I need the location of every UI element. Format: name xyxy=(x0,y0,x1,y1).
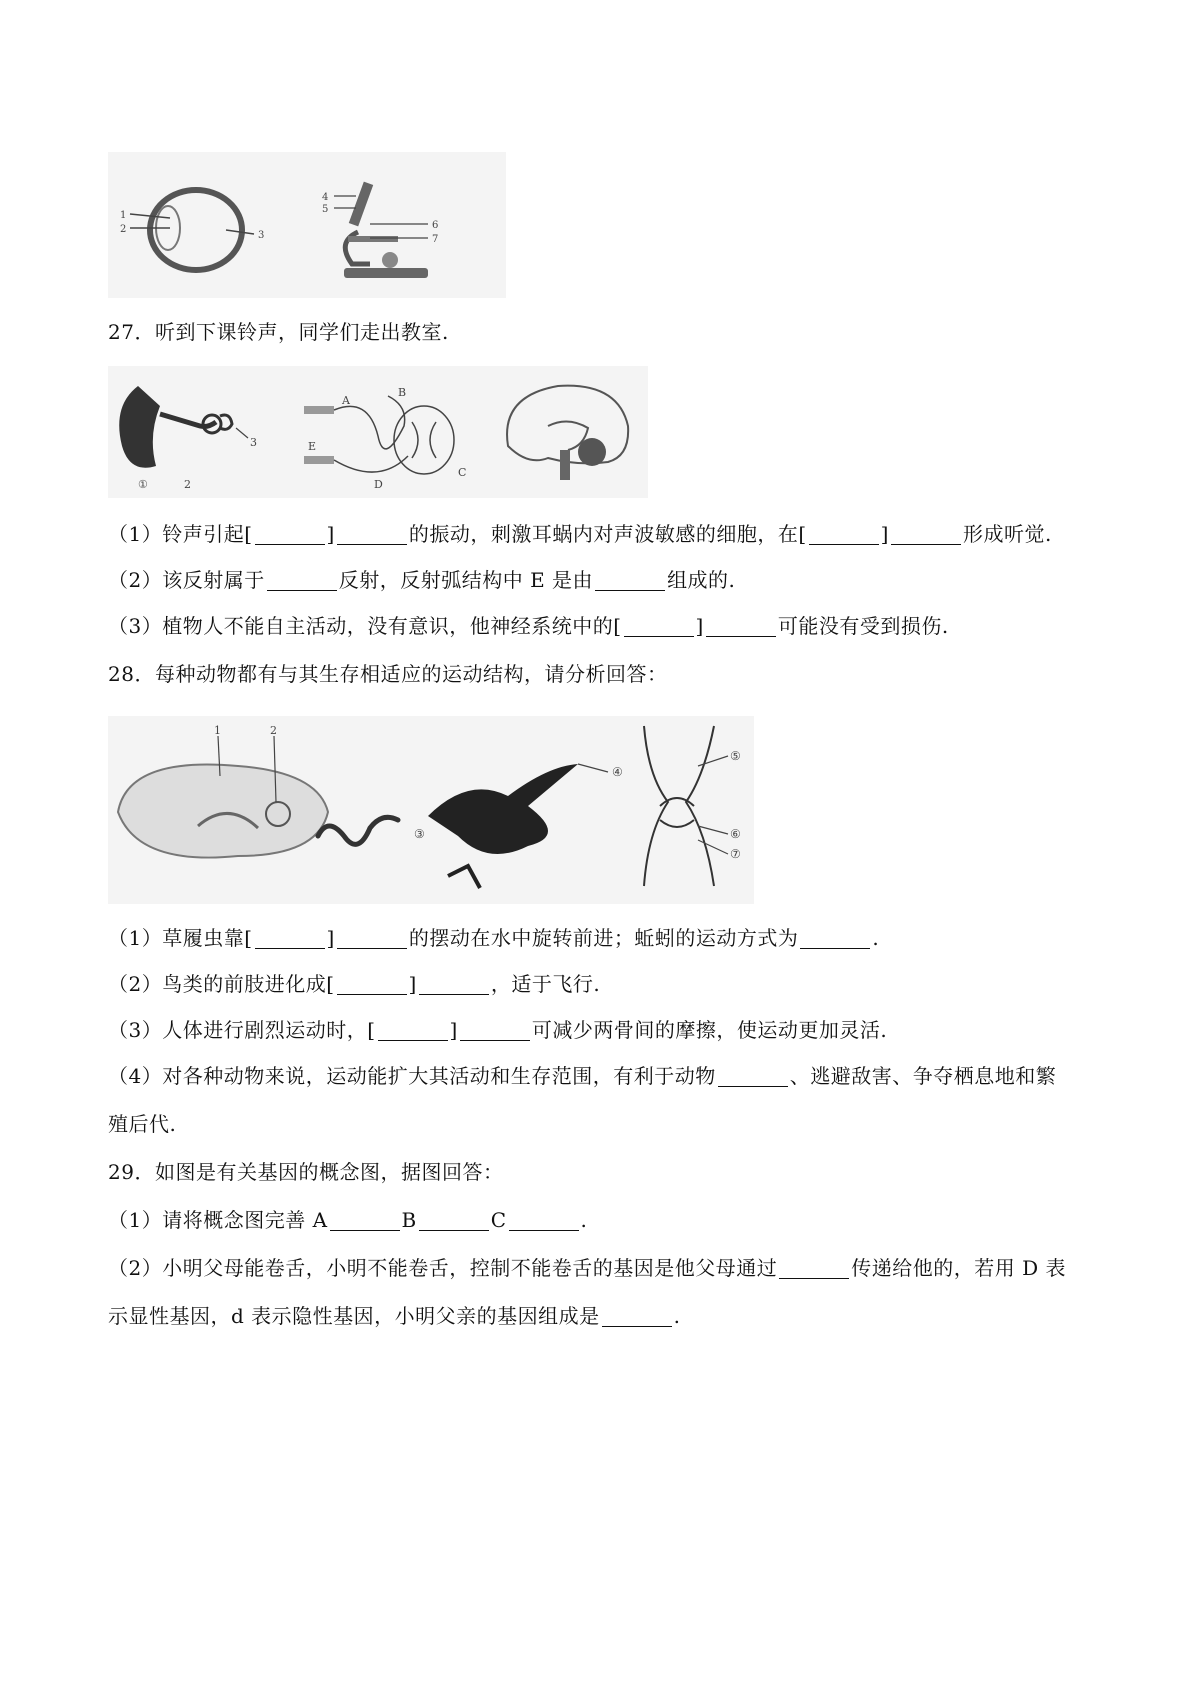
answer-blank[interactable] xyxy=(800,928,870,949)
scope-label-5: 5 xyxy=(322,204,329,215)
scope-label-6: 6 xyxy=(432,220,439,231)
arc-label-D: D xyxy=(374,478,383,491)
q29-sub2-line2: 示显性基因，d 表示隐性基因，小明父亲的基因组成是 . xyxy=(108,1304,681,1328)
answer-blank[interactable] xyxy=(706,616,776,637)
answer-blank[interactable] xyxy=(779,1258,849,1279)
answer-blank[interactable] xyxy=(460,1020,530,1041)
answer-blank[interactable] xyxy=(255,928,325,949)
ear-label-2: 2 xyxy=(184,478,191,491)
answer-blank[interactable] xyxy=(337,928,407,949)
answer-blank[interactable] xyxy=(602,1306,672,1327)
answer-blank-C[interactable] xyxy=(509,1210,579,1231)
answer-blank-A[interactable] xyxy=(330,1210,400,1231)
answer-blank[interactable] xyxy=(419,974,489,995)
arc-label-C: C xyxy=(458,466,467,479)
answer-blank[interactable] xyxy=(378,1020,448,1041)
ear-label-3: 3 xyxy=(250,436,257,449)
eye-label-2: 2 xyxy=(120,224,127,235)
answer-blank[interactable] xyxy=(595,570,665,591)
answer-blank[interactable] xyxy=(718,1066,788,1087)
q28-sub3: （3）人体进行剧烈运动时，[ ] 可减少两骨间的摩擦，使运动更加灵活. xyxy=(108,1018,888,1042)
q29-sub1: （1）请将概念图完善 A B C . xyxy=(108,1208,588,1232)
answer-blank[interactable] xyxy=(255,524,325,545)
arc-label-A: A xyxy=(342,394,350,407)
bird-label-4: ④ xyxy=(612,765,623,779)
answer-blank[interactable] xyxy=(624,616,694,637)
ear-reflex-brain-drawing xyxy=(108,366,648,498)
q28-stem: 28．每种动物都有与其生存相适应的运动结构，请分析回答： xyxy=(108,662,668,686)
q28-sub4-line2: 殖后代. xyxy=(108,1112,177,1136)
figure-animal-movement xyxy=(108,716,754,904)
joint-label-5: ⑤ xyxy=(730,749,741,763)
arc-label-E: E xyxy=(308,440,317,453)
q27-stem: 27．听到下课铃声，同学们走出教室. xyxy=(108,320,449,344)
para-label-2: 2 xyxy=(270,724,277,737)
answer-blank[interactable] xyxy=(337,524,407,545)
para-label-1: 1 xyxy=(214,724,221,737)
joint-label-6: ⑥ xyxy=(730,827,741,841)
ear-label-1: ① xyxy=(138,478,148,491)
q28-sub4-line1: （4）对各种动物来说，运动能扩大其活动和生存范围，有利于动物 、逃避敌害、争夺栖息地和繁 xyxy=(108,1064,1057,1088)
answer-blank[interactable] xyxy=(809,524,879,545)
figure-ear-reflex-brain xyxy=(108,366,648,498)
answer-blank[interactable] xyxy=(891,524,961,545)
q28-sub1: （1）草履虫靠[ ] 的摆动在水中旋转前进；蚯蚓的运动方式为 . xyxy=(108,926,880,950)
eye-label-1: 1 xyxy=(120,210,127,221)
arc-label-B: B xyxy=(398,386,407,399)
q27-sub3: （3）植物人不能自主活动，没有意识，他神经系统中的[ ] 可能没有受到损伤. xyxy=(108,614,949,638)
eye-microscope-drawing xyxy=(108,152,506,298)
figure-eye-microscope xyxy=(108,152,506,298)
q29-sub2-line1: （2）小明父母能卷舌，小明不能卷舌，控制不能卷舌的基因是他父母通过 传递给他的，若用 D 表 xyxy=(108,1256,1066,1280)
answer-blank[interactable] xyxy=(267,570,337,591)
bird-label-3: ③ xyxy=(414,827,425,841)
scope-label-4: 4 xyxy=(322,192,329,203)
answer-blank[interactable] xyxy=(337,974,407,995)
eye-label-3: 3 xyxy=(258,230,265,241)
scope-label-7: 7 xyxy=(432,234,439,245)
q28-sub2: （2）鸟类的前肢进化成[ ] ，适于飞行. xyxy=(108,972,601,996)
answer-blank-B[interactable] xyxy=(419,1210,489,1231)
joint-label-7: ⑦ xyxy=(730,847,741,861)
q27-sub1: （1）铃声引起[ ] 的振动，刺激耳蜗内对声波敏感的细胞，在[ ] 形成听觉. xyxy=(108,522,1052,546)
q27-sub2: （2）该反射属于 反射，反射弧结构中 E 是由 组成的. xyxy=(108,568,736,592)
q29-stem: 29．如图是有关基因的概念图，据图回答： xyxy=(108,1160,504,1184)
animal-movement-drawing xyxy=(108,716,754,904)
